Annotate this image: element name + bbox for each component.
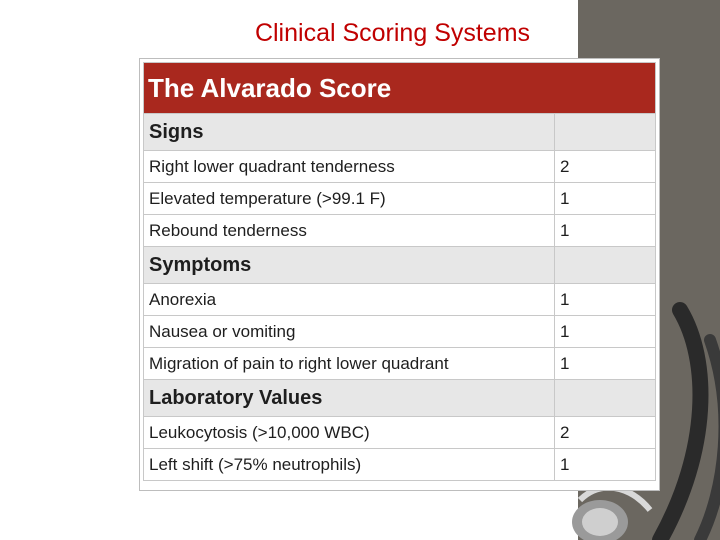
criterion-label: Anorexia bbox=[144, 284, 555, 316]
section-heading: Laboratory Values bbox=[144, 380, 555, 417]
section-header-row bbox=[144, 247, 656, 284]
criterion-points: 1 bbox=[555, 284, 656, 316]
table-row bbox=[144, 316, 656, 348]
table-title: The Alvarado Score bbox=[144, 63, 656, 114]
criterion-points: 2 bbox=[555, 417, 656, 449]
alvarado-score-table bbox=[139, 58, 660, 491]
section-points-cell bbox=[555, 114, 656, 151]
table-row bbox=[144, 417, 656, 449]
section-header-row bbox=[144, 114, 656, 151]
criterion-points: 1 bbox=[555, 183, 656, 215]
criterion-label: Left shift (>75% neutrophils) bbox=[144, 449, 555, 481]
criterion-points: 1 bbox=[555, 348, 656, 380]
section-points-cell bbox=[555, 380, 656, 417]
criterion-points: 1 bbox=[555, 449, 656, 481]
table-row bbox=[144, 215, 656, 247]
section-points-cell bbox=[555, 247, 656, 284]
table-row bbox=[144, 151, 656, 183]
criterion-label: Rebound tenderness bbox=[144, 215, 555, 247]
criterion-points: 1 bbox=[555, 215, 656, 247]
criterion-points: 2 bbox=[555, 151, 656, 183]
table-row bbox=[144, 183, 656, 215]
table-row bbox=[144, 284, 656, 316]
criterion-label: Right lower quadrant tenderness bbox=[144, 151, 555, 183]
table-title-row bbox=[144, 63, 656, 114]
table-row bbox=[144, 348, 656, 380]
section-heading: Signs bbox=[144, 114, 555, 151]
criterion-label: Nausea or vomiting bbox=[144, 316, 555, 348]
slide-title: Clinical Scoring Systems bbox=[254, 19, 531, 47]
criterion-label: Leukocytosis (>10,000 WBC) bbox=[144, 417, 555, 449]
criterion-label: Elevated temperature (>99.1 F) bbox=[144, 183, 555, 215]
criterion-points: 1 bbox=[555, 316, 656, 348]
section-heading: Symptoms bbox=[144, 247, 555, 284]
section-header-row bbox=[144, 380, 656, 417]
criterion-label: Migration of pain to right lower quadrant bbox=[144, 348, 555, 380]
table-row bbox=[144, 449, 656, 481]
